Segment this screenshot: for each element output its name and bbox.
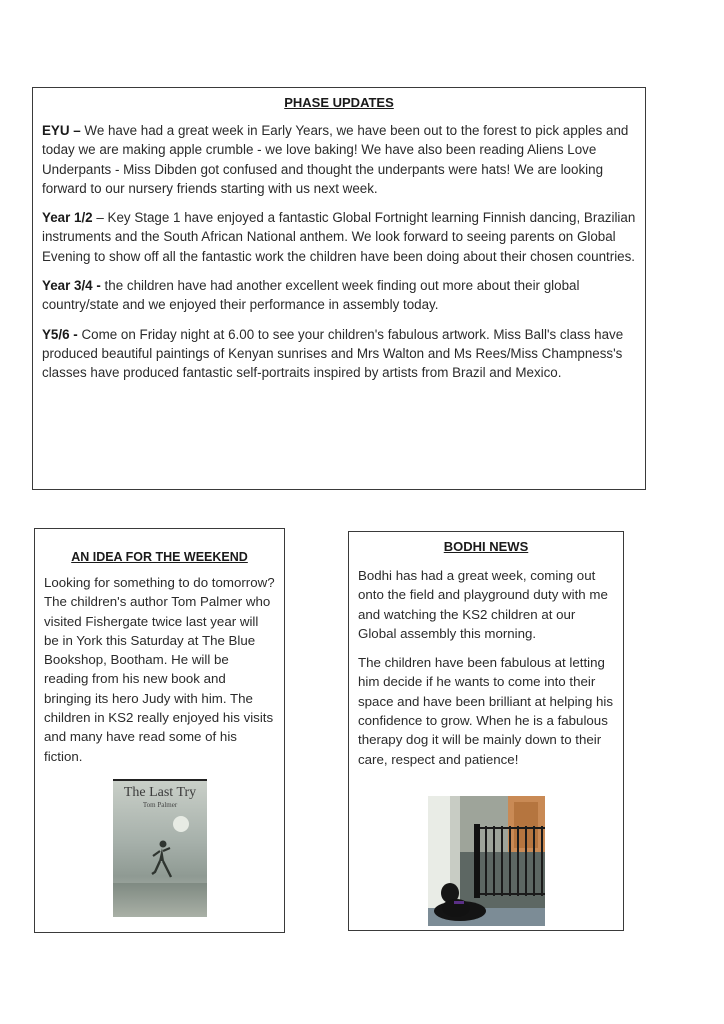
ground-illustration	[113, 883, 207, 917]
bodhi-news-panel	[348, 531, 624, 931]
bodhi-news-paragraph: Bodhi has had a great week, coming out onto the field and playground duty with me and watching the KS2 children at our Global assembly this morning.	[358, 568, 608, 641]
bodhi-news-title: BODHI NEWS	[443, 539, 529, 554]
phase-update-y5-6	[42, 325, 636, 383]
phase-updates-panel	[32, 87, 646, 490]
phase-update-lead: Year 3/4 -	[42, 278, 101, 294]
dog-photo	[428, 796, 545, 926]
phase-update-eyu	[42, 121, 636, 198]
phase-update-year-1-2	[42, 208, 636, 266]
weekend-idea-text: Looking for something to do tomorrow? The children's author Tom Palmer who visited Fishergate twice last year will be in York this Saturday at The Blue Bookshop, Bootham. He will be reading from his new book and bringing its hero Judy with him. The children in KS2 really enjoyed his visits and many have read some of his fiction.	[44, 575, 275, 764]
book-cover-title: The Last Try	[123, 785, 197, 800]
phase-update-text: the children have had another excellent week finding out more about their global country/state and we enjoyed their performance in assembly today.	[42, 278, 580, 313]
phase-updates-title: PHASE UPDATES	[284, 95, 394, 110]
phase-update-lead: Year 1/2	[42, 210, 93, 226]
phase-update-text: We have had a great week in Early Years, we have been out to the forest to pick apples and today we are making apple crumble - we love baking! We have also been reading Aliens Love Underpants - Miss Dibden got confused and thought the underpants were hats! We are looking forward to our nursery friends starting with us next week.	[42, 123, 629, 196]
moon-illustration	[173, 816, 189, 832]
phase-update-text: Come on Friday night at 6.00 to see your children's fabulous artwork. Miss Ball's class have produced beautiful paintings of Kenyan sunrises and Mrs Walton and Ms Rees/Miss Champness's classes have produced fantastic self-portraits inspired by artists from Brazil and Mexico.	[42, 326, 624, 381]
phase-update-lead: EYU –	[42, 123, 81, 138]
bodhi-news-paragraph: The children have been fabulous at letting him decide if he wants to come into their space and have been brilliant at helping his confidence to grow. When he is a fabulous therapy dog it will be mainly down to their care, respect and patience!	[358, 655, 614, 767]
phase-update-lead: Y5/6 -	[42, 326, 78, 342]
book-cover-image	[113, 779, 207, 917]
weekend-idea-title: AN IDEA FOR THE WEEKEND	[71, 550, 248, 564]
phase-update-text: – Key Stage 1 have enjoyed a fantastic Global Fortnight learning Finnish dancing, Brazilian instruments and the South African National anthem. We look forward to seeing parents on Global Evening to show off all the fantastic work the children have been doing about their chosen countries.	[42, 210, 636, 264]
dog-photo-illustration	[428, 796, 545, 926]
book-cover-author: Tom Palmer	[142, 801, 178, 809]
weekend-idea-panel	[34, 528, 285, 933]
running-figure-illustration	[151, 839, 173, 879]
phase-update-year-3-4	[42, 276, 636, 315]
